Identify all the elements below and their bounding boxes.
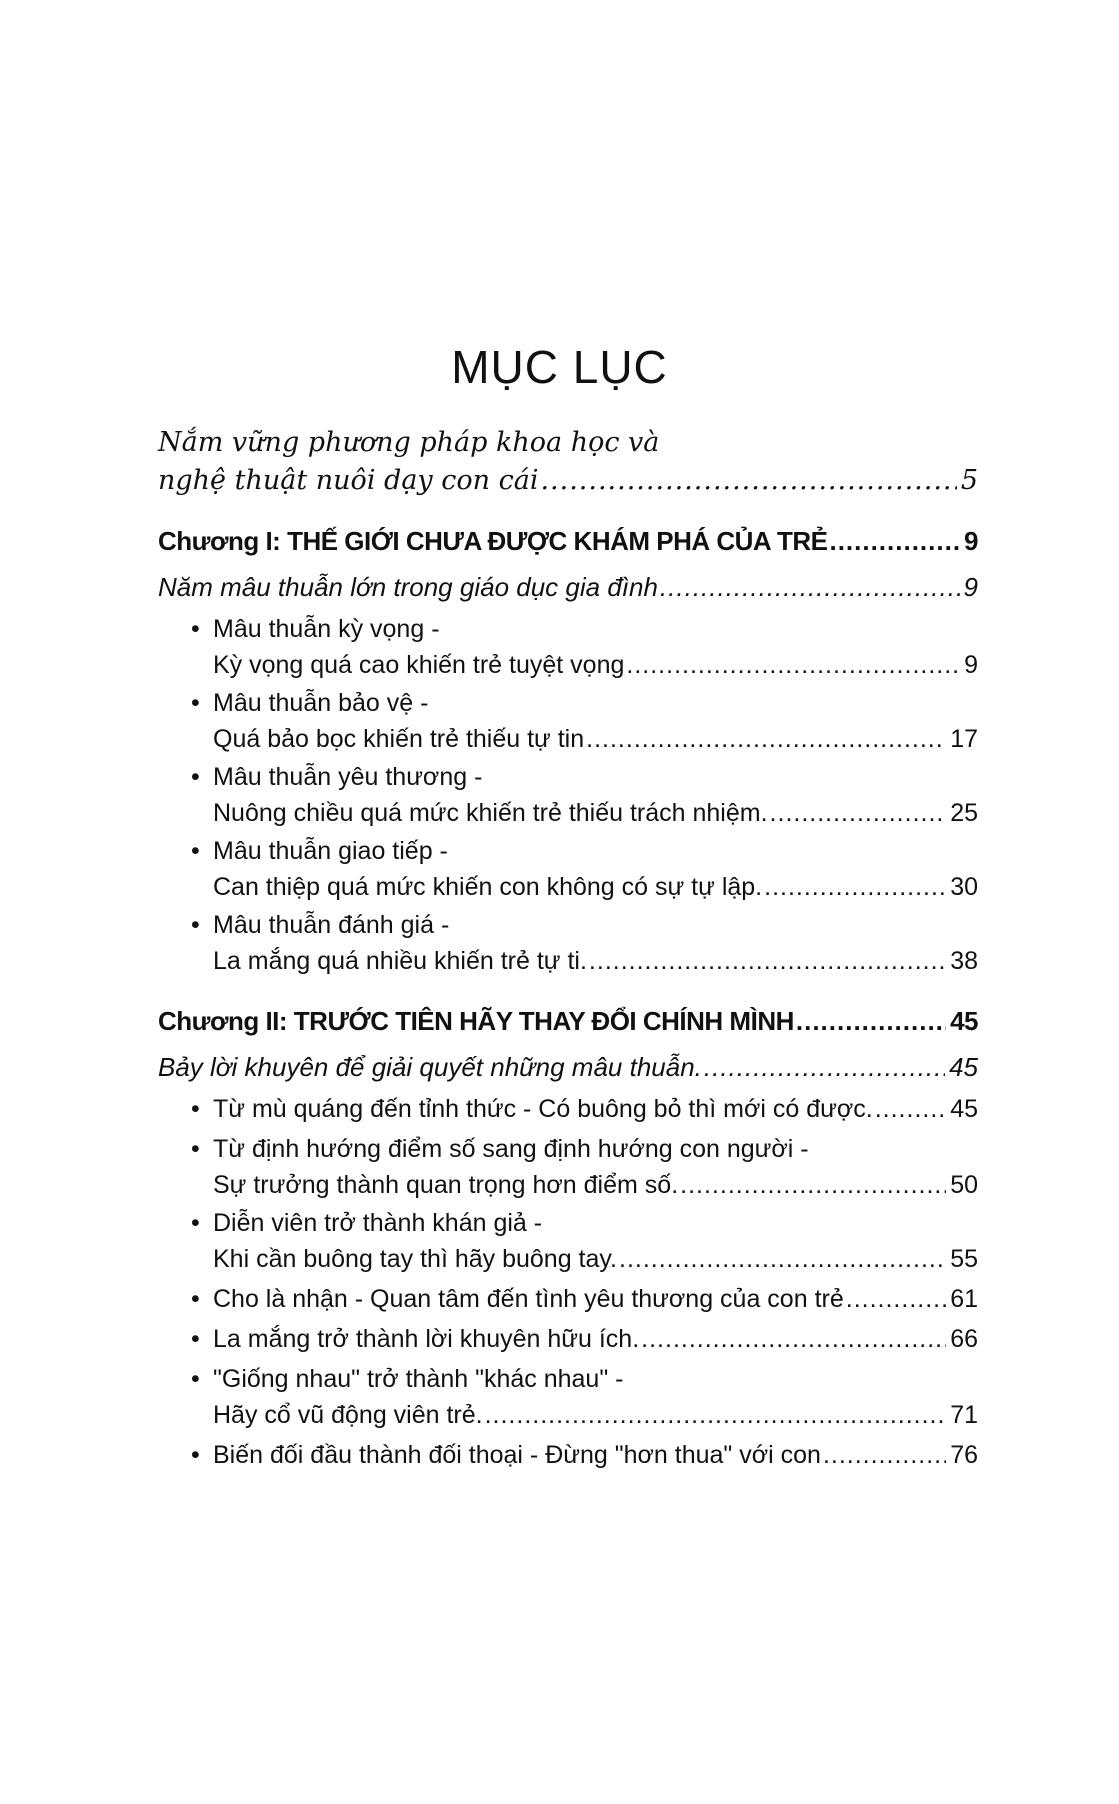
- item-page: 17: [950, 725, 978, 753]
- leader-dots: [660, 570, 960, 604]
- chapter-2-page: 45: [950, 1006, 978, 1036]
- item-line2: La mắng quá nhiều khiến trẻ tự ti.: [213, 947, 587, 975]
- toc-intro-line1: [158, 426, 978, 460]
- toc-item-continuation: [158, 722, 978, 756]
- leader-dots: [589, 944, 946, 978]
- section-1-title: Năm mâu thuẫn lớn trong giáo dục gia đình: [158, 572, 658, 602]
- item-page: 45: [950, 1095, 978, 1123]
- item-line1: Mâu thuẫn kỳ vọng -: [213, 615, 440, 643]
- toc-item: [158, 1092, 978, 1126]
- item-line2: Can thiệp quá mức khiến con không có sự tự lập.: [213, 873, 763, 901]
- intro-title-line1: Nắm vững phương pháp khoa học và: [158, 427, 660, 458]
- section-1-page: 9: [963, 572, 978, 602]
- bullet-icon: •: [191, 763, 200, 791]
- leader-dots: [641, 1322, 946, 1356]
- item-line1: Biến đối đầu thành đối thoại - Đừng "hơn thua" với con: [213, 1441, 821, 1469]
- toc-item-continuation: [158, 1168, 978, 1202]
- toc-item: [158, 1206, 978, 1240]
- leader-dots: [586, 722, 946, 756]
- item-page: 50: [950, 1171, 978, 1199]
- toc-item: [158, 1132, 978, 1166]
- item-line2: Quá bảo bọc khiến trẻ thiếu tự tin: [213, 725, 585, 753]
- leader-dots: [770, 796, 947, 830]
- toc-item-continuation: [158, 648, 978, 682]
- toc-section-1: [158, 570, 978, 604]
- intro-title-line2: nghệ thuật nuôi dạy con cái: [158, 465, 539, 496]
- item-page: 30: [950, 873, 978, 901]
- bullet-icon: •: [191, 1209, 200, 1237]
- toc-item: [158, 908, 978, 942]
- toc-item: [158, 612, 978, 646]
- toc-item: [158, 1322, 978, 1356]
- item-line1: Diễn viên trở thành khán giả -: [213, 1209, 543, 1237]
- item-line2: Hãy cổ vũ động viên trẻ.: [213, 1401, 483, 1429]
- item-line2: Khi cần buông tay thì hãy buông tay.: [213, 1245, 617, 1273]
- item-page: 66: [950, 1325, 978, 1353]
- item-line2: Nuông chiều quá mức khiến trẻ thiếu trách nhiệm.: [213, 799, 768, 827]
- leader-dots: [626, 648, 960, 682]
- item-page: 25: [950, 799, 978, 827]
- item-page: 38: [950, 947, 978, 975]
- leader-dots: [764, 870, 946, 904]
- toc-chapter-1: [158, 524, 978, 558]
- bullet-icon: •: [191, 689, 200, 717]
- page-title: MỤC LỤC: [451, 341, 668, 393]
- bullet-icon: •: [191, 1441, 200, 1469]
- toc-item: [158, 760, 978, 794]
- toc-item: [158, 834, 978, 868]
- leader-dots: [680, 1168, 946, 1202]
- item-page: 61: [950, 1285, 978, 1313]
- leader-dots: [823, 1438, 946, 1472]
- toc-chapter-2: [158, 1004, 978, 1038]
- item-line1: Từ định hướng điểm số sang định hướng con người -: [213, 1135, 809, 1163]
- item-page: 9: [964, 651, 978, 679]
- toc-item-continuation: [158, 1242, 978, 1276]
- toc-item-continuation: [158, 1398, 978, 1432]
- toc-item-continuation: [158, 944, 978, 978]
- section-2-page: 45: [949, 1052, 978, 1082]
- bullet-icon: •: [191, 1325, 200, 1353]
- toc-item-continuation: [158, 796, 978, 830]
- bullet-icon: •: [191, 1095, 200, 1123]
- bullet-icon: •: [191, 1135, 200, 1163]
- bullet-icon: •: [191, 1365, 200, 1393]
- item-page: 76: [950, 1441, 978, 1469]
- toc-item: [158, 1362, 978, 1396]
- section-2-title: Bảy lời khuyên để giải quyết những mâu thuẫn.: [158, 1052, 702, 1082]
- chapter-1-title: Chương I: THẾ GIỚI CHƯA ĐƯỢC KHÁM PHÁ CỦA TRẺ: [158, 526, 828, 556]
- item-line1: Cho là nhận - Quan tâm đến tình yêu thương của con trẻ: [213, 1285, 844, 1313]
- item-page: 55: [950, 1245, 978, 1273]
- bullet-icon: •: [191, 1285, 200, 1313]
- item-line1: Mâu thuẫn giao tiếp -: [213, 837, 448, 865]
- item-line2: Sự trưởng thành quan trọng hơn điểm số.: [213, 1171, 679, 1199]
- leader-dots: [485, 1398, 947, 1432]
- toc-item-continuation: [158, 870, 978, 904]
- item-line1: La mắng trở thành lời khuyên hữu ích.: [213, 1325, 640, 1353]
- bullet-icon: •: [191, 837, 200, 865]
- item-line1: Mâu thuẫn yêu thương -: [213, 763, 483, 791]
- leader-dots: [875, 1092, 946, 1126]
- item-line1: "Giống nhau" trở thành "khác nhau" -: [213, 1365, 624, 1393]
- item-page: 71: [950, 1401, 978, 1429]
- chapter-2-title: Chương II: TRƯỚC TIÊN HÃY THAY ĐỔI CHÍNH MÌNH: [158, 1006, 794, 1036]
- leader-dots: [846, 1282, 946, 1316]
- toc-item: [158, 1438, 978, 1472]
- chapter-1-page: 9: [964, 526, 978, 556]
- toc-intro-line2: [158, 464, 978, 498]
- item-line1: Mâu thuẫn bảo vệ -: [213, 689, 429, 717]
- bullet-icon: •: [191, 615, 200, 643]
- leader-dots: [829, 524, 960, 558]
- leader-dots: [704, 1050, 945, 1084]
- toc-item: [158, 1282, 978, 1316]
- toc-item: [158, 686, 978, 720]
- bullet-icon: •: [191, 911, 200, 939]
- toc-section-2: [158, 1050, 978, 1084]
- leader-dots: [796, 1004, 946, 1038]
- item-line1: Mâu thuẫn đánh giá -: [213, 911, 450, 939]
- item-line2: Kỳ vọng quá cao khiến trẻ tuyệt vọng: [213, 651, 625, 679]
- leader-dots: [540, 464, 956, 498]
- leader-dots: [619, 1242, 946, 1276]
- intro-page: 5: [960, 465, 978, 496]
- item-line1: Từ mù quáng đến tỉnh thức - Có buông bỏ thì mới có được.: [213, 1095, 873, 1123]
